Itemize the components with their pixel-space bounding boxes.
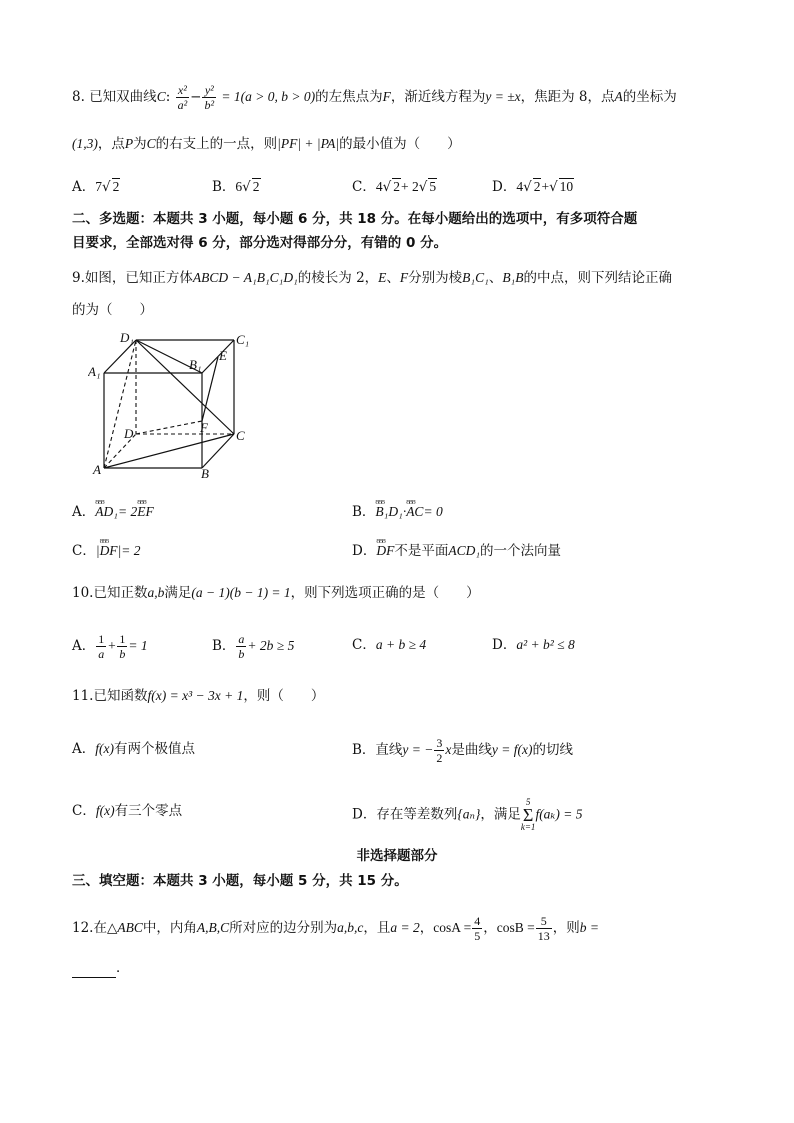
radicand: 2 <box>393 179 400 194</box>
option-text-2: ，满足 <box>480 806 521 823</box>
option-text-2: 的一个法向量 <box>480 543 562 559</box>
sqrt-icon: √ <box>382 179 392 195</box>
q11-option-c <box>72 801 182 821</box>
sqrt-icon: √ <box>242 179 251 195</box>
q8-frac-y: $\frac{\text{y²}}{\text{b²}}$ <box>204 83 215 112</box>
q10-text-2: 满足 <box>164 585 192 601</box>
q9-edge-2: B₁B <box>502 270 524 285</box>
q9-text-1: 如图，已知正方体 <box>84 270 193 286</box>
line-DF-hidden <box>136 421 202 434</box>
option-label: B． <box>352 504 376 520</box>
label-B1: B₁ <box>189 357 202 372</box>
sqrt-icon: √ <box>549 179 558 195</box>
q8-text-2: 的左焦点为 <box>315 89 383 105</box>
q12-text-4: ，且 <box>363 920 391 936</box>
q8-text-4: ，焦距为 8，点 <box>520 89 615 105</box>
radicand: 2 <box>112 179 120 194</box>
vector-AC: ʊʊʊ AC <box>406 502 423 522</box>
frac-1-b: $\frac{1}{b}$ <box>119 632 126 661</box>
q9-cube: ABCD − A₁B₁C₁D₁ <box>192 270 298 285</box>
q8-point-A: A <box>614 89 623 104</box>
q11-option-a <box>72 739 195 759</box>
option-text: 有三个零点 <box>114 803 183 819</box>
q8-point-coords: (1,3) <box>72 136 98 151</box>
option-rest: + 2b ≥ 5 <box>247 638 295 653</box>
option-coef: 4 <box>375 179 383 194</box>
answer-blank[interactable] <box>72 963 116 978</box>
q10-text-1: 已知正数 <box>93 585 148 601</box>
q12-answer-line <box>72 958 130 978</box>
q10-option-a <box>72 632 148 661</box>
option-expr: f(x) <box>95 741 114 756</box>
q12-angles: A,B,C <box>196 920 230 935</box>
option-label: B． <box>352 742 376 758</box>
sequence: {aₙ} <box>457 806 481 822</box>
option-text: 有两个极值点 <box>113 741 195 757</box>
line-x: x <box>445 742 452 757</box>
q12-a-eq: a = 2 <box>390 920 420 935</box>
option-label: D． <box>492 637 517 653</box>
vector-B1D1: ʊʊʊ B₁D₁ <box>375 502 402 522</box>
q9-number: 9. <box>72 270 85 286</box>
q8-minus: − <box>190 89 202 105</box>
abs-bar: | <box>95 543 100 558</box>
sigma-icon: 5 Σ k=1 <box>520 797 536 832</box>
option-rest: = 2 <box>117 504 138 519</box>
abs-bar: | <box>117 543 122 558</box>
option-label: C． <box>72 543 96 559</box>
option-expr: f(x) <box>95 803 115 818</box>
q10-stem <box>72 583 480 603</box>
q11-option-b <box>352 736 573 765</box>
line-AD1-hidden <box>104 340 136 468</box>
q8-point-P: P <box>124 136 134 151</box>
edge-BC <box>202 434 234 468</box>
option-rest: = 2 <box>121 543 141 558</box>
q12-text-2: 中，内角 <box>142 920 197 936</box>
q12-sep: ， <box>419 920 434 936</box>
q12-frac-5-13: $\frac{5}{13}$ <box>537 914 550 943</box>
curve-expr: y = f(x) <box>491 742 533 757</box>
q12-end: ． <box>116 960 130 976</box>
dot-operator: · <box>402 504 407 519</box>
option-rest: = 1 <box>128 638 148 653</box>
section-3-heading: 三、填空题：本题共 3 小题，每小题 5 分，共 15 分。 <box>72 873 408 889</box>
q12-stem <box>72 914 599 943</box>
q9-edge-1: B₁C₁ <box>462 270 489 285</box>
q12-text-3: 所对应的边分别为 <box>229 920 338 936</box>
radicand: 2 <box>533 179 541 194</box>
q12-cosB: cosB = <box>496 920 535 935</box>
q9-line-1 <box>72 268 672 288</box>
q8-l2-curve-C: C <box>146 136 156 151</box>
q9-sep-2: 、 <box>488 270 503 286</box>
option-label: D． <box>352 543 377 559</box>
q11-text-2: ，则（ ） <box>243 688 325 704</box>
plane-ACD1: ACD₁ <box>448 543 481 558</box>
label-F: F <box>200 420 208 435</box>
option-coef: 7 <box>95 179 102 194</box>
cube-figure <box>88 330 258 480</box>
q8-frac-x: $\frac{\text{x²}}{\text{a²}}$ <box>177 83 188 112</box>
section-2-heading-1: 二、多选题：本题共 3 小题，每小题 6 分，共 18 分。在每小题给出的选项中，有多项符合题 <box>72 211 638 227</box>
option-label: A． <box>72 741 96 757</box>
q8-text-5: 的坐标为 <box>622 89 677 105</box>
q12-sides: a,b,c <box>337 920 364 935</box>
option-text-1: 不是平面 <box>394 543 449 559</box>
option-post: + <box>541 179 550 194</box>
option-label: C． <box>352 179 376 195</box>
edge-B1C1 <box>202 340 234 373</box>
section-2-heading-2: 目要求，全部选对得 6 分，部分选对得部分分，有错的 0 分。 <box>72 235 448 251</box>
q11-function: f(x) = x³ − 3x + 1 <box>147 688 244 703</box>
q10-condition: (a − 1)(b − 1) = 1 <box>191 585 291 600</box>
q11-number: 11. <box>72 688 94 704</box>
option-label: B． <box>212 638 236 654</box>
option-text-1: 存在等差数列 <box>376 806 458 823</box>
q12-b: b = <box>579 920 599 935</box>
label-C1: C₁ <box>236 332 250 347</box>
option-text-3: 的切线 <box>532 742 573 758</box>
q12-frac-4-5: $\frac{4}{5}$ <box>474 914 481 943</box>
q12-text-5: ，则 <box>552 920 580 936</box>
radicand-2: 5 <box>429 179 437 194</box>
option-coef: 6 <box>235 179 243 194</box>
label-A: A <box>93 462 101 477</box>
vector-DF: ʊʊʊ DF <box>376 541 394 561</box>
q10-option-d <box>492 635 575 655</box>
sum-body: f(aₖ) = 5 <box>535 806 583 822</box>
q8-line-1 <box>72 83 677 112</box>
line-y: y = − <box>402 742 434 757</box>
option-text-2: 是曲线 <box>451 742 492 758</box>
q9-point-E: E <box>378 270 387 285</box>
q11-text-1: 已知函数 <box>93 688 148 704</box>
q8-l2-text-4: 的最小值为（ ） <box>339 136 461 152</box>
q10-option-b <box>212 632 294 661</box>
label-D: D <box>124 426 134 441</box>
q9-option-b <box>352 502 443 522</box>
option-label: B． <box>212 179 236 195</box>
q8-asymptote: y = ±x <box>485 89 521 104</box>
q8-l2-text-3: 的右支上的一点，则 <box>155 136 278 152</box>
label-D1: D₁ <box>120 330 134 345</box>
q12-text-1: 在△ <box>93 920 118 936</box>
q8-curve-C: C <box>156 89 166 104</box>
vector-EF: ʊʊʊ EF <box>137 502 154 522</box>
q8-eq: = 1 <box>221 89 241 104</box>
q8-focus-F: F <box>382 89 391 104</box>
q8-option-d <box>492 177 574 197</box>
label-C: C <box>236 428 245 443</box>
q9-option-c <box>72 541 141 561</box>
frac-1-a: $\frac{1}{a}$ <box>98 632 105 661</box>
q9-sep: 、 <box>386 270 400 286</box>
option-text-1: 直线 <box>375 742 403 758</box>
option-coef: 4 <box>516 179 524 194</box>
q9-option-a <box>72 502 154 522</box>
frac-a-b: $\frac{a}{b}$ <box>238 632 245 661</box>
option-post: + 2 <box>400 179 419 194</box>
q8-line-2 <box>72 134 461 154</box>
q10-vars: a,b <box>147 585 165 600</box>
option-label: D． <box>492 179 517 195</box>
q9-text-2: 的棱长为 2， <box>297 270 379 286</box>
q10-option-c <box>352 635 426 655</box>
q11-stem <box>72 686 324 706</box>
vector-AD1: ʊʊʊ AD₁ <box>95 502 118 522</box>
q8-option-a <box>72 177 120 197</box>
q9-option-d <box>352 541 561 561</box>
q12-number: 12. <box>72 920 94 936</box>
frac-3-2: $\frac{3}{2}$ <box>436 736 443 765</box>
q9-line-2: 的为（ ） <box>72 302 153 318</box>
q8-colon: : <box>165 89 171 105</box>
option-label: C． <box>352 637 376 653</box>
sqrt-icon: √ <box>102 179 111 195</box>
q9-text-4: 的中点，则下列结论正确 <box>523 270 672 286</box>
q12-sep-2: ， <box>483 920 497 936</box>
option-expr: a + b ≥ 4 <box>375 637 427 652</box>
q10-number: 10. <box>72 585 94 601</box>
sqrt-icon: √ <box>418 179 428 195</box>
q9-point-F: F <box>399 270 409 285</box>
q11-option-d <box>352 798 582 832</box>
part-title: 非选择题部分 <box>356 848 438 864</box>
label-A1: A₁ <box>88 364 101 379</box>
radicand-2: 10 <box>559 179 574 194</box>
vector-DF: ʊʊʊ DF <box>100 541 118 561</box>
q8-l2-text-1: ，点 <box>97 136 125 152</box>
option-label: A． <box>72 179 96 195</box>
q12-triangle: ABC <box>117 920 143 935</box>
q9-text-3: 分别为棱 <box>408 270 463 286</box>
q8-text-1: 已知双曲线 <box>89 89 157 105</box>
q8-text-3: ，渐近线方程为 <box>390 89 486 105</box>
q8-number: 8. <box>72 89 85 105</box>
q8-option-c <box>352 177 437 197</box>
option-label: A． <box>72 504 96 520</box>
option-label: C． <box>72 803 96 819</box>
option-label: D． <box>352 806 377 823</box>
sqrt-icon: √ <box>523 179 532 195</box>
q8-option-b <box>212 177 261 197</box>
q10-text-3: ，则下列选项正确的是（ ） <box>290 585 480 601</box>
label-B: B <box>201 466 209 480</box>
q12-cosA: cosA = <box>433 920 472 935</box>
q8-condition: (a > 0, b > 0) <box>240 89 316 104</box>
q8-expression: |PF| + |PA| <box>277 136 340 151</box>
q8-l2-text-2: 为 <box>133 136 147 152</box>
label-E: E <box>219 348 227 363</box>
radicand: 2 <box>252 179 260 194</box>
plus: + <box>107 638 117 653</box>
option-rest: = 0 <box>423 504 443 519</box>
option-label: A． <box>72 638 96 654</box>
option-expr: a² + b² ≤ 8 <box>516 637 575 652</box>
